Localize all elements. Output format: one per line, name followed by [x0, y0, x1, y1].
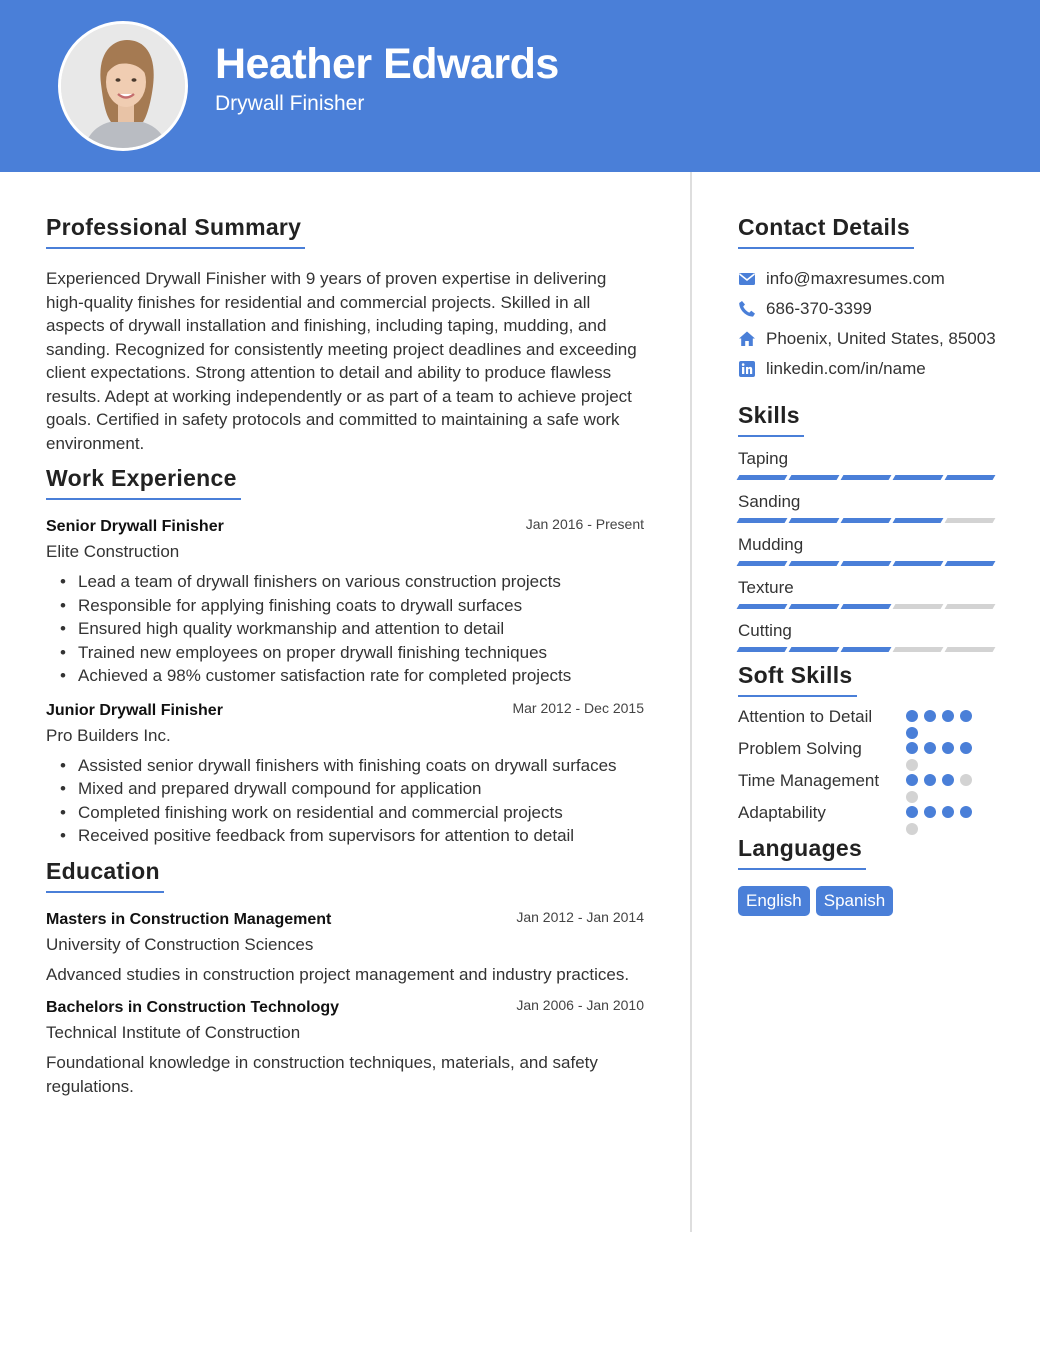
- soft-skill-item: [738, 705, 998, 729]
- skill-segment-filled: [737, 604, 788, 609]
- skill-segment-empty: [945, 604, 996, 609]
- rating-dot-empty: [960, 774, 972, 786]
- list-item: • Received positive feedback from supervisors for attention to detail: [58, 824, 646, 848]
- skill-segment-filled: [789, 561, 840, 566]
- skill-name: Taping: [738, 449, 789, 468]
- education-section: [46, 858, 646, 1099]
- skill-segment-filled: [945, 561, 996, 566]
- skill-segment-filled: [945, 475, 996, 480]
- rating-dot-filled: [942, 806, 954, 818]
- skill-segment-empty: [893, 647, 944, 652]
- skill-segment-filled: [893, 475, 944, 480]
- rating-dot-filled: [906, 742, 918, 754]
- skill-segment-filled: [893, 518, 944, 523]
- job-bullets: [58, 570, 646, 688]
- skill-item: [738, 621, 998, 652]
- rating-dot-filled: [924, 806, 936, 818]
- rating-dot-filled: [942, 774, 954, 786]
- job-company: Elite Construction: [46, 542, 180, 561]
- education-description: Advanced studies in construction project management and industry practices.: [46, 964, 630, 984]
- job-entry: [46, 516, 646, 688]
- profile-photo: [58, 21, 188, 151]
- language-badge: English: [738, 886, 810, 916]
- skill-segment-filled: [841, 604, 892, 609]
- rating-dot-filled: [906, 774, 918, 786]
- soft-skill-rating: [906, 806, 986, 835]
- education-date: Jan 2012 - Jan 2014: [516, 908, 644, 925]
- contact-email[interactable]: [738, 267, 998, 290]
- contact-linkedin[interactable]: [738, 357, 998, 380]
- portrait-image: [61, 24, 188, 151]
- skill-level-bar: [738, 561, 998, 566]
- skill-segment-filled: [841, 647, 892, 652]
- list-item: • Ensured high quality workmanship and attention to detail: [58, 617, 646, 641]
- linkedin-icon: [738, 360, 756, 378]
- rating-dot-filled: [924, 710, 936, 722]
- degree-name: Bachelors in Construction Technology: [46, 998, 340, 1016]
- main-column: [46, 214, 646, 1109]
- rating-dot-filled: [942, 742, 954, 754]
- job-entry: [46, 700, 646, 848]
- skill-item: [738, 449, 998, 480]
- skill-level-bar: [738, 475, 998, 480]
- skill-name: Sanding: [738, 492, 801, 511]
- skill-segment-empty: [945, 647, 996, 652]
- languages-section: [738, 835, 998, 916]
- rating-dot-filled: [960, 710, 972, 722]
- skill-segment-filled: [841, 561, 892, 566]
- skill-level-bar: [738, 647, 998, 652]
- skill-level-bar: [738, 604, 998, 609]
- soft-skill-name: Attention to Detail: [738, 707, 873, 726]
- soft-skill-rating: [906, 774, 986, 803]
- list-item: • Achieved a 98% customer satisfaction rate for completed projects: [58, 664, 646, 688]
- home-icon: [738, 330, 756, 348]
- skill-segment-filled: [789, 475, 840, 480]
- soft-skill-rating: [906, 742, 986, 771]
- education-entry: [46, 997, 646, 1099]
- rating-dot-filled: [960, 742, 972, 754]
- contact-email-text: info@maxresumes.com: [766, 269, 945, 288]
- soft-skill-item: [738, 737, 998, 761]
- rating-dot-filled: [906, 806, 918, 818]
- contact-linkedin-text: linkedin.com/in/name: [766, 359, 926, 378]
- school-name: Technical Institute of Construction: [46, 1022, 301, 1042]
- phone-icon: [738, 300, 756, 318]
- job-bullets: [58, 754, 646, 848]
- candidate-name: Heather Edwards: [215, 40, 559, 88]
- soft-skill-rating: [906, 710, 986, 739]
- education-heading: Education: [46, 858, 164, 893]
- rating-dot-filled: [924, 742, 936, 754]
- skills-section: [738, 402, 998, 652]
- rating-dot-empty: [906, 823, 918, 835]
- sidebar-column: [738, 214, 998, 926]
- education-description: Foundational knowledge in construction techniques, materials, and safety regulations.: [46, 1052, 598, 1096]
- list-item: • Lead a team of drywall finishers on various construction projects: [58, 570, 646, 594]
- contact-phone[interactable]: [738, 297, 998, 320]
- job-role: Junior Drywall Finisher: [46, 701, 223, 719]
- skill-segment-filled: [737, 561, 788, 566]
- column-divider: [690, 172, 692, 1232]
- skill-segment-empty: [893, 604, 944, 609]
- job-company: Pro Builders Inc.: [46, 725, 171, 745]
- soft-skill-item: [738, 769, 998, 793]
- skill-segment-filled: [841, 518, 892, 523]
- job-role: Senior Drywall Finisher: [46, 518, 224, 535]
- education-entry: [46, 909, 646, 987]
- languages-list: [738, 886, 998, 916]
- skill-segment-filled: [841, 475, 892, 480]
- skill-segment-filled: [737, 518, 788, 523]
- list-item: • Mixed and prepared drywall compound for application: [58, 777, 646, 801]
- contact-heading: Contact Details: [738, 214, 914, 249]
- experience-heading: Work Experience: [46, 465, 241, 500]
- resume-header: [0, 0, 1040, 172]
- soft-skill-name: Time Management: [738, 771, 880, 790]
- skill-segment-filled: [789, 647, 840, 652]
- contact-address: [738, 327, 998, 350]
- soft-skill-name: Adaptability: [738, 803, 826, 822]
- rating-dot-filled: [960, 806, 972, 818]
- skill-level-bar: [738, 518, 998, 523]
- school-name: University of Construction Sciences: [46, 934, 314, 954]
- contact-phone-text: 686-370-3399: [766, 299, 872, 318]
- degree-name: Masters in Construction Management: [46, 910, 332, 928]
- rating-dot-filled: [906, 710, 918, 722]
- skill-item: [738, 492, 998, 523]
- rating-dot-filled: [924, 774, 936, 786]
- skill-segment-filled: [789, 604, 840, 609]
- soft-skills-list: [738, 705, 998, 825]
- education-date: Jan 2006 - Jan 2010: [516, 996, 644, 1013]
- soft-skill-item: [738, 801, 998, 825]
- summary-heading: Professional Summary: [46, 214, 305, 249]
- candidate-title: Drywall Finisher: [215, 92, 365, 115]
- job-date: Jan 2016 - Present: [525, 516, 644, 532]
- skill-name: Mudding: [738, 535, 804, 554]
- summary-section: [46, 214, 646, 455]
- contact-section: [738, 214, 998, 380]
- contact-address-text: Phoenix, United States, 85003: [766, 329, 996, 348]
- skill-segment-filled: [893, 561, 944, 566]
- soft-skills-section: [738, 662, 998, 825]
- soft-skill-name: Problem Solving: [738, 739, 862, 758]
- list-item: • Trained new employees on proper drywall finishing techniques: [58, 641, 646, 665]
- skill-segment-filled: [737, 475, 788, 480]
- experience-section: [46, 465, 646, 848]
- summary-text: Experienced Drywall Finisher with 9 years of proven expertise in delivering high-quality finishes for residential and commercial projects. Skilled in all aspects of drywall installation and finishing, including taping, mudding, and sanding. Recognized for consistently meeting project deadlines and exceeding client expectations. Strong attention to detail and ability to produce flawless results. Adept at working independently or as part of a team to achieve project goals. Certified in safety protocols and committed to maintaining a safe work environment.: [46, 269, 637, 453]
- skill-name: Cutting: [738, 621, 792, 640]
- list-item: • Completed finishing work on residential and commercial projects: [58, 801, 646, 825]
- skill-item: [738, 578, 998, 609]
- envelope-icon: [738, 270, 756, 288]
- rating-dot-filled: [942, 710, 954, 722]
- job-date: Mar 2012 - Dec 2015: [512, 699, 644, 716]
- skills-heading: Skills: [738, 402, 804, 437]
- language-badge: Spanish: [816, 886, 893, 916]
- skills-list: [738, 449, 998, 652]
- skill-segment-empty: [945, 518, 996, 523]
- soft-skills-heading: Soft Skills: [738, 662, 857, 697]
- skill-item: [738, 535, 998, 566]
- list-item: • Responsible for applying finishing coats to drywall surfaces: [58, 594, 646, 618]
- skill-segment-filled: [789, 518, 840, 523]
- skill-name: Texture: [738, 578, 794, 597]
- languages-heading: Languages: [738, 835, 866, 870]
- list-item: • Assisted senior drywall finishers with finishing coats on drywall surfaces: [58, 754, 646, 778]
- skill-segment-filled: [737, 647, 788, 652]
